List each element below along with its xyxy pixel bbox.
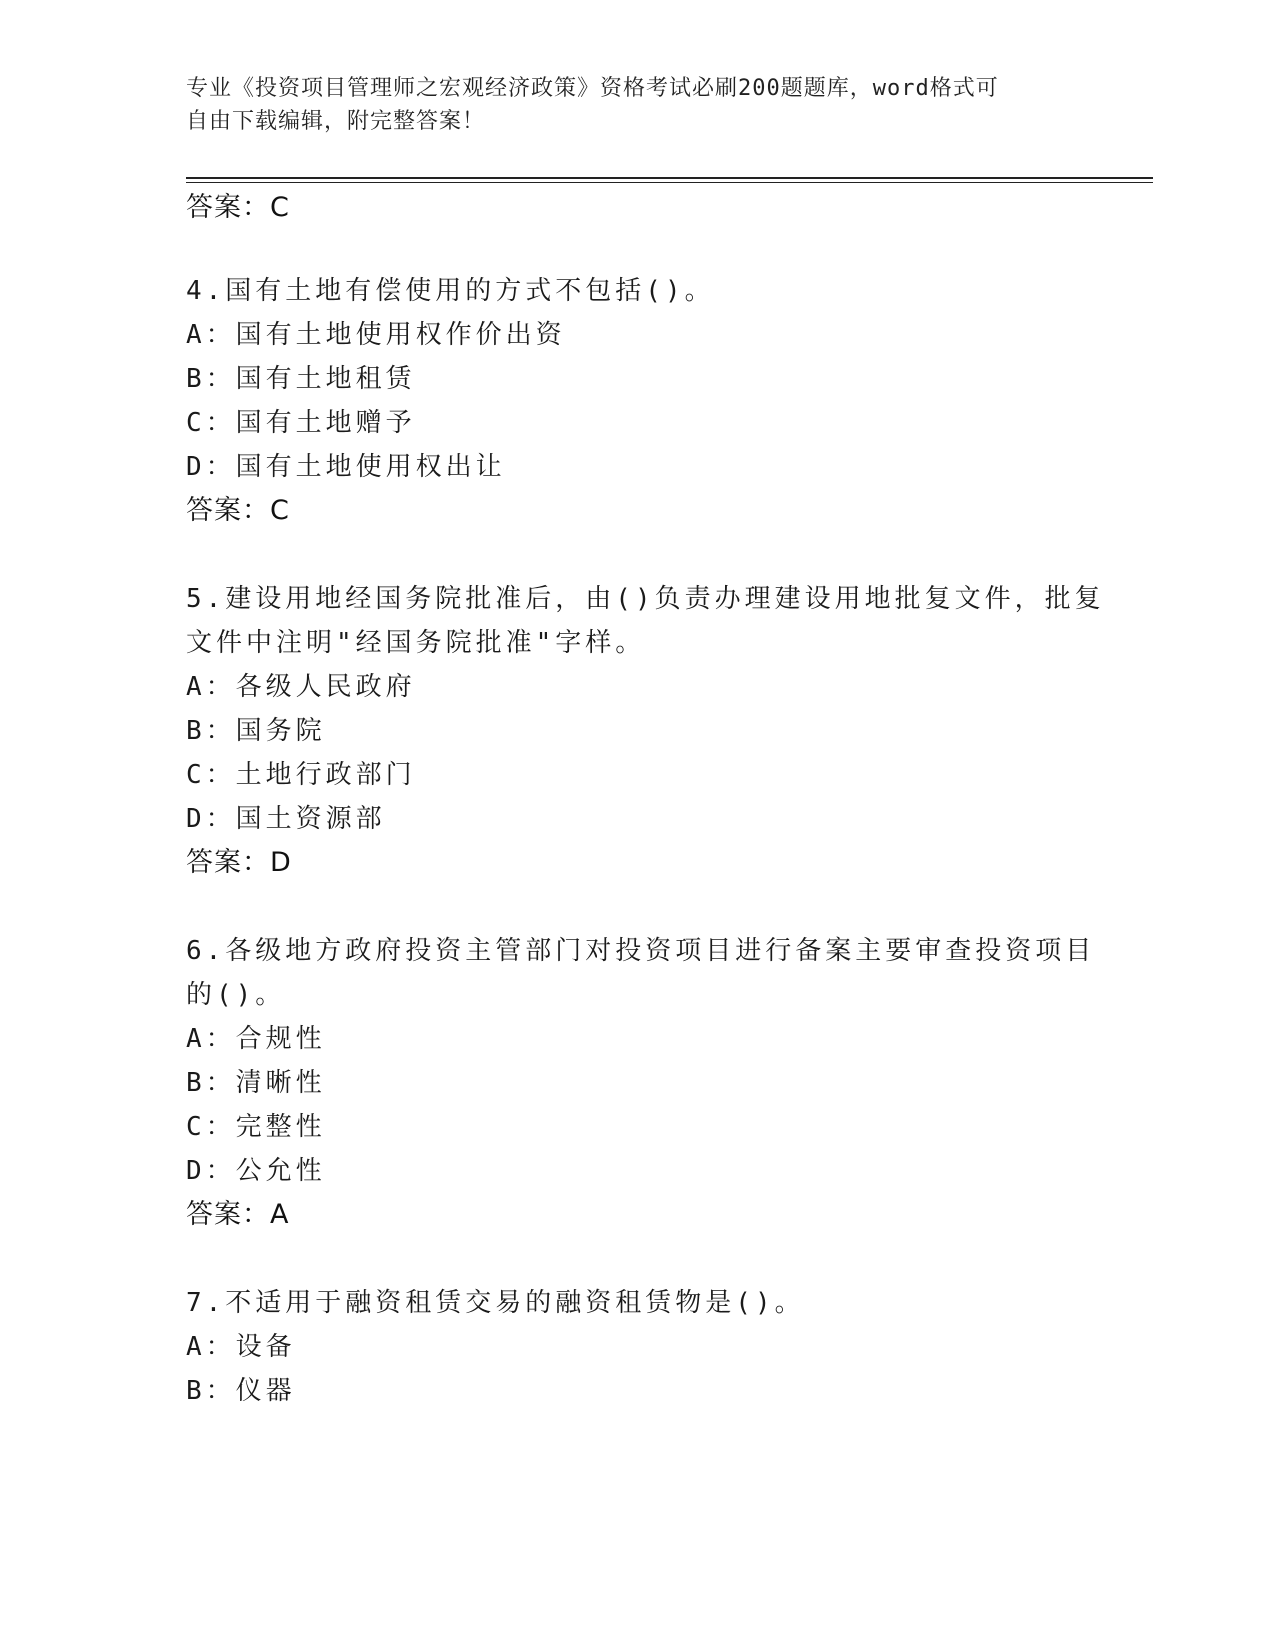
- question-5-stem-line-2: 文件中注明"经国务院批准"字样。: [186, 628, 646, 658]
- question-7-stem-line-1: 7.不适用于融资租赁交易的融资租赁物是()。: [186, 1288, 805, 1318]
- question-6-stem-line-1: 6.各级地方政府投资主管部门对投资项目进行备案主要审查投资项目: [186, 936, 1096, 966]
- question-6-answer: 答案：A: [186, 1199, 290, 1230]
- question-5-option-b: B：国务院: [186, 716, 326, 746]
- question-5-option-a: A：各级人民政府: [186, 672, 416, 702]
- header-divider-thick: [186, 177, 1153, 179]
- question-4-option-b: B：国有土地租赁: [186, 364, 416, 394]
- previous-answer: 答案：C: [186, 192, 290, 223]
- question-5-option-c: C：土地行政部门: [186, 760, 416, 790]
- question-6-option-a: A：合规性: [186, 1024, 326, 1054]
- question-4-answer: 答案：C: [186, 495, 290, 526]
- question-4-option-a: A：国有土地使用权作价出资: [186, 320, 566, 350]
- header-line-2: 自由下载编辑，附完整答案！: [186, 109, 486, 134]
- question-4-option-c: C：国有土地赠予: [186, 408, 416, 438]
- question-5-answer: 答案：D: [186, 847, 292, 878]
- question-7-option-b: B：仪器: [186, 1376, 296, 1406]
- header-line-1: 专业《投资项目管理师之宏观经济政策》资格考试必刷200题题库，word格式可: [186, 76, 999, 101]
- question-6-option-b: B：清晰性: [186, 1068, 326, 1098]
- question-4-stem-line-1: 4.国有土地有偿使用的方式不包括()。: [186, 276, 715, 306]
- question-6-option-d: D：公允性: [186, 1156, 326, 1186]
- question-7-option-a: A：设备: [186, 1332, 296, 1362]
- question-5-option-d: D：国土资源部: [186, 804, 386, 834]
- question-6-option-c: C：完整性: [186, 1112, 326, 1142]
- document-header: [186, 72, 1066, 138]
- question-4-option-d: D：国有土地使用权出让: [186, 452, 506, 482]
- question-6-stem-line-2: 的()。: [186, 980, 286, 1010]
- header-divider-thin: [186, 182, 1153, 183]
- question-5-stem-line-1: 5.建设用地经国务院批准后，由()负责办理建设用地批复文件，批复: [186, 584, 1105, 614]
